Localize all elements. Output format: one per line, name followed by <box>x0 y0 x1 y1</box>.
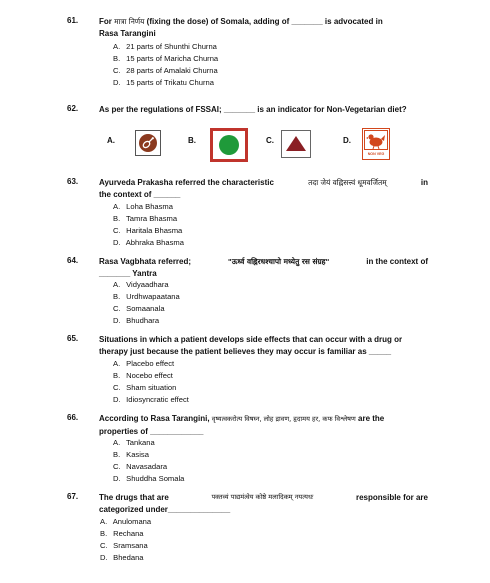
question-number: 67. <box>67 492 79 501</box>
option-a[interactable]: A. 21 parts of Shunthi Churna <box>113 42 217 51</box>
option-b[interactable]: B. Nocebo effect <box>113 370 173 380</box>
question-number: 62. <box>67 104 79 113</box>
option-a[interactable]: A. Anulomana <box>100 517 152 526</box>
question-text: Rasa Vagbhata referred; "ऊर्ध्व वह्निरधश्चापो मध्येतु रस संग्रह" in the context of _______ Yantra <box>99 257 428 278</box>
question-text: Ayurveda Prakasha referred the characteristic तदा जेयं वह्निसत्त्वं धूमवर्जितम् in the context of ______ <box>99 178 428 199</box>
options-list <box>113 201 184 249</box>
options-list <box>113 41 218 89</box>
option-d[interactable]: D. Shuddha Somala <box>113 473 185 483</box>
options-list <box>113 437 184 485</box>
option-c[interactable]: C. 28 parts of Amalaki Churna <box>113 65 218 75</box>
option-a[interactable]: A. <box>107 136 115 145</box>
option-c[interactable]: C. Haritala Bhasma <box>113 225 183 235</box>
question-text: According to Rasa Tarangini, वृष्यत्वकरोत्य विषघ्न, लोह द्रावण, हृदामय हर, कफ विश्लेषण are the properties of ____________ <box>99 414 385 436</box>
option-c[interactable]: C. Somaanala <box>113 303 165 313</box>
option-b[interactable]: B. <box>188 136 196 145</box>
question-number: 65. <box>67 334 79 343</box>
question-number: 61. <box>67 16 79 25</box>
option-a[interactable]: A. Loha Bhasma <box>113 202 173 211</box>
options-list <box>113 358 189 406</box>
option-c[interactable]: C. Navasadara <box>113 461 168 471</box>
option-d[interactable]: D. <box>343 136 351 145</box>
question-text: Situations in which a patient develops side effects that can occur with a drug or therapy just because the patient believes they may occur is familiar as _____ <box>99 335 403 356</box>
question-text: For मात्रा निर्णय (fixing the dose) of Somala, adding of _______ is advocated in Rasa Tarangini <box>99 17 383 38</box>
chicken-non-veg-icon[interactable] <box>362 128 390 160</box>
option-b[interactable]: B. Tamra Bhasma <box>113 213 178 223</box>
option-b[interactable]: B. Rechana <box>100 528 144 538</box>
brown-circle-drumstick-icon[interactable] <box>135 130 161 156</box>
maroon-triangle-icon[interactable] <box>281 130 311 158</box>
option-c[interactable]: C. <box>266 136 274 145</box>
option-a[interactable]: A. Placebo effect <box>113 359 175 368</box>
option-c[interactable]: C. Sramsana <box>100 540 148 550</box>
option-d[interactable]: D. Abhraka Bhasma <box>113 237 184 247</box>
question-text: As per the regulations of FSSAI; _______ is an indicator for Non-Vegetarian diet? <box>99 105 407 114</box>
option-a[interactable]: A. Tankana <box>113 438 155 447</box>
option-d[interactable]: D. Bhedana <box>100 552 144 562</box>
green-circle-icon[interactable] <box>210 128 248 162</box>
question-text: The drugs that are पक्तव्यं पाद्यमंत्वेय कोष्ठे मलादिकम् नयत्यधः responsible for are categorized under______________ <box>99 493 428 514</box>
question-number: 63. <box>67 177 79 186</box>
option-d[interactable]: D. Idiosyncratic effect <box>113 394 189 404</box>
option-b[interactable]: B. Kasisa <box>113 449 149 459</box>
option-b[interactable]: B. Urdhwapaatana <box>113 291 180 301</box>
option-d[interactable]: D. 15 parts of Trikatu Churna <box>113 77 214 87</box>
option-a[interactable]: A. Vidyaadhara <box>113 280 169 289</box>
option-c[interactable]: C. Sham situation <box>113 382 177 392</box>
options-list <box>113 279 180 327</box>
option-d[interactable]: D. Bhudhara <box>113 315 160 325</box>
question-number: 64. <box>67 256 79 265</box>
question-number: 66. <box>67 413 79 422</box>
non-veg-caption: NON VEG <box>367 152 385 156</box>
option-b[interactable]: B. 15 parts of Maricha Churna <box>113 53 219 63</box>
options-list <box>100 516 151 564</box>
